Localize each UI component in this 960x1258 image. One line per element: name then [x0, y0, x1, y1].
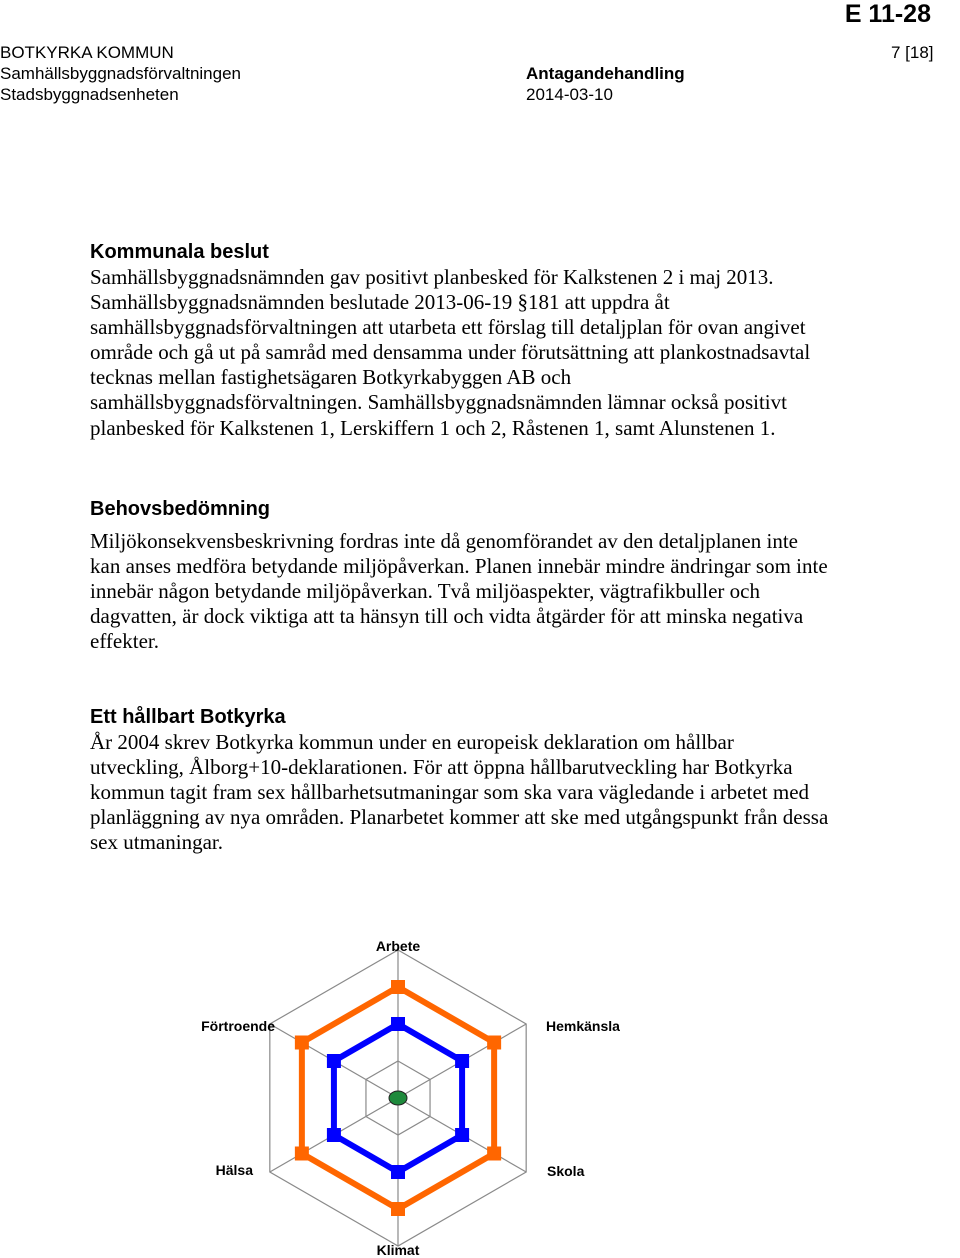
- series-1-point-4: [295, 1147, 309, 1161]
- section-body-hallbart-botkyrka: År 2004 skrev Botkyrka kommun under en europeisk deklaration om hållbar utveckling, Ålborg+10-deklarationen. För att öppna hållbarutveckling har Botkyrka kommun tagit fram sex hållbarhetsutmaningar som ska vara vägledande i arbetet med planläggning av nya områden. Planarbetet kommer att ske med utgångspunkt från dessa sex utmaningar.: [90, 730, 829, 855]
- axis-label-0: Arbete: [375, 938, 421, 954]
- section-heading-behovsbedomning: Behovsbedömning: [90, 498, 271, 520]
- series-1-point-0: [391, 980, 405, 994]
- series-1-point-5: [295, 1036, 309, 1050]
- axis-label-4: Hälsa: [215, 1162, 253, 1178]
- axis-label-5: Förtroende: [201, 1018, 275, 1034]
- series-0-point-2: [455, 1128, 469, 1142]
- organization-name: BOTKYRKA KOMMUN: [0, 43, 174, 62]
- axis-label-2: Skola: [547, 1163, 585, 1179]
- page-number: 7 [18]: [891, 43, 934, 62]
- series-0-point-1: [455, 1054, 469, 1068]
- section-body-kommunala-beslut: Samhällsbyggnadsnämnden gav positivt planbesked för Kalkstenen 2 i maj 2013. Samhällsbyggnadsnämnden beslutade 2013-06-19 §181 att uppdra åt samhällsbyggnadsförvaltningen att utarbeta ett förslag till detaljplan för ovan angivet område och gå ut på samråd med densamma under förutsättning att plankostnadsavtal tecknas mellan fastighetsägaren Botkyrkabyggen AB och samhällsbyggnadsförvaltningen. Samhällsbyggnadsnämnden lämnar också positivt planbesked för Kalkstenen 1, Lerskiffern 1 och 2, Råstenen 1, samt Alunstenen 1.: [90, 265, 811, 440]
- document-status: Antagandehandling: [526, 64, 685, 83]
- series-1-point-2: [487, 1147, 501, 1161]
- series-0-point-0: [391, 1017, 405, 1031]
- series-0-point-5: [327, 1054, 341, 1068]
- series-0-point-4: [327, 1128, 341, 1142]
- center-marker: [389, 1091, 407, 1105]
- department-name: Samhällsbyggnadsförvaltningen: [0, 64, 241, 83]
- section-heading-kommunala-beslut: Kommunala beslut: [90, 241, 269, 263]
- series-0-point-3: [391, 1165, 405, 1179]
- document-code: E 11-28: [844, 0, 931, 28]
- series-1-point-3: [391, 1202, 405, 1216]
- section-body-behovsbedomning: Miljökonsekvensbeskrivning fordras inte då genomförandet av den detaljplanen inte kan anses medföra betydande miljöpåverkan. Planen innebär mindre ändringar som inte innebär någon betydande miljöpåverkan. Två miljöaspekter, vägtrafikbuller och dagvatten, är dock viktiga att ta hänsyn till och vidta åtgärder för att minska negativa effekter.: [90, 529, 828, 654]
- section-heading-hallbart-botkyrka: Ett hållbart Botkyrka: [90, 706, 286, 728]
- unit-name: Stadsbyggnadsenheten: [0, 85, 179, 104]
- axis-label-3: Klimat: [376, 1242, 420, 1258]
- sustainability-radar-chart: [150, 920, 650, 1258]
- axis-label-1: Hemkänsla: [546, 1018, 620, 1034]
- document-date: 2014-03-10: [526, 85, 613, 104]
- series-1-point-1: [487, 1036, 501, 1050]
